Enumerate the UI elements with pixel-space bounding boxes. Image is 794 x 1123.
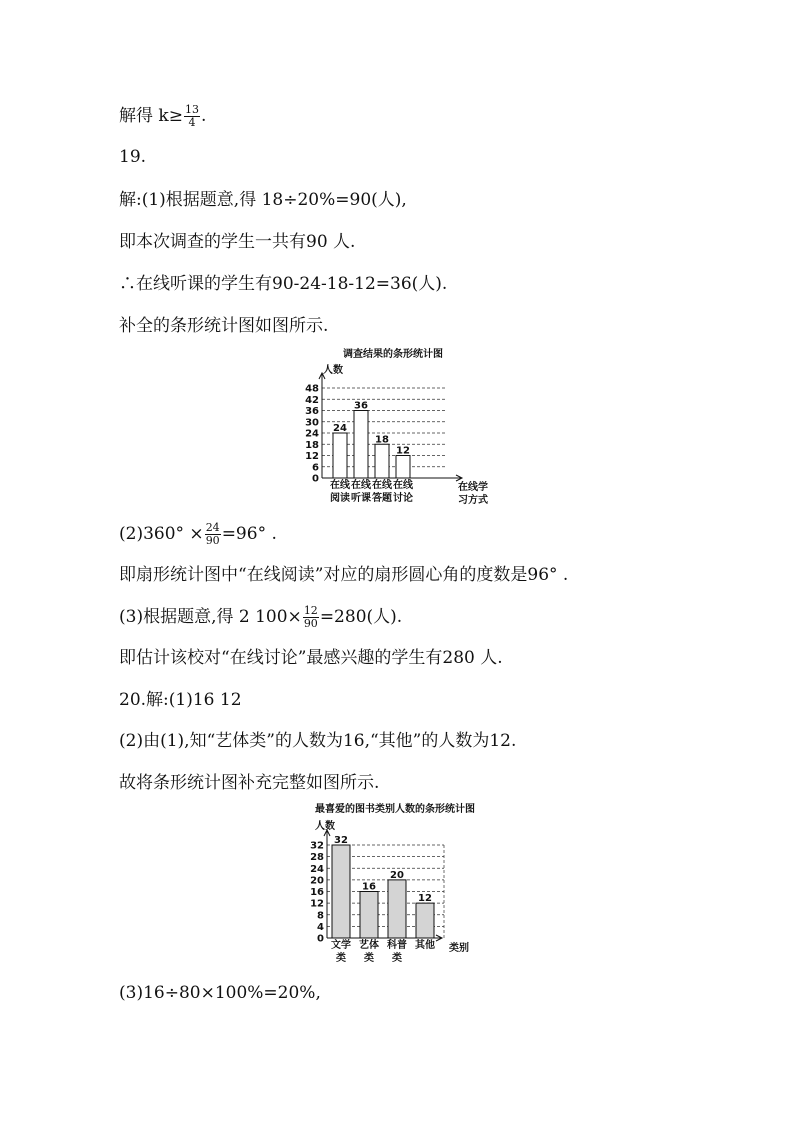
y-tick-label: 24	[310, 863, 324, 875]
fraction-24-90	[205, 522, 221, 547]
chart-title: 调查结果的条形统计图	[343, 349, 443, 360]
category-label: 答题	[372, 493, 392, 504]
category-label: 艺体	[359, 940, 379, 951]
bar	[375, 444, 389, 478]
problem-19-number: 19.	[119, 147, 147, 167]
category-label: 在线	[351, 480, 371, 491]
data-label: 36	[354, 400, 368, 412]
text-line-7	[119, 522, 277, 547]
fraction-denominator: 4	[188, 116, 196, 129]
bar	[332, 845, 350, 938]
category-label: 文学	[331, 940, 351, 951]
x-axis-label: 类别	[449, 943, 469, 954]
category-label: 类	[392, 953, 402, 964]
data-label: 12	[396, 445, 410, 457]
data-label: 24	[333, 423, 347, 434]
fraction-denominator: 90	[303, 617, 318, 630]
favorite-books-bar-chart	[295, 800, 510, 972]
y-tick-label: 24	[305, 428, 319, 440]
x-axis-label: 在线学	[458, 482, 488, 493]
fraction-numerator: 12	[303, 604, 318, 617]
y-tick-label: 0	[312, 473, 319, 485]
line-9-text: (3)根据题意,得 2 100×	[119, 607, 302, 627]
data-label: 32	[334, 835, 348, 846]
bar	[396, 456, 410, 479]
text-line-3: 解:(1)根据题意,得 18÷20%=90(人),	[119, 190, 407, 210]
line-1-text: 解得 k≥	[119, 106, 183, 126]
fraction-numerator: 24	[205, 521, 220, 534]
data-label: 18	[375, 434, 389, 446]
text-line-13: 故将条形统计图补充完整如图所示.	[119, 773, 380, 793]
y-tick-label: 6	[312, 462, 319, 474]
bar	[354, 411, 368, 479]
category-label: 阅读	[330, 493, 350, 504]
fraction-13-4	[184, 104, 200, 129]
y-axis-label: 人数	[323, 365, 343, 376]
text-line-9	[119, 605, 402, 630]
line-9-end: =280(人).	[319, 607, 403, 627]
y-tick-label: 20	[310, 875, 324, 887]
y-tick-label: 16	[310, 887, 324, 898]
category-label: 类	[336, 953, 346, 964]
text-line-1	[119, 104, 206, 129]
chart-title: 最喜爱的图书类别人数的条形统计图	[315, 804, 475, 815]
category-label: 听课	[351, 493, 371, 504]
y-tick-label: 12	[310, 898, 324, 910]
text-line-12: (2)由(1),知“艺体类”的人数为16,“其他”的人数为12.	[119, 731, 517, 751]
text-line-8: 即扇形统计图中“在线阅读”对应的扇形圆心角的度数是96° .	[119, 565, 569, 585]
data-label: 12	[418, 893, 432, 905]
category-label: 科普	[387, 940, 407, 951]
text-line-6: 补全的条形统计图如图所示.	[119, 316, 329, 336]
bar	[416, 903, 434, 938]
fraction-12-90	[303, 605, 319, 630]
data-label: 16	[362, 881, 376, 893]
line-1-end: .	[200, 106, 207, 126]
category-label: 在线	[372, 480, 392, 491]
y-tick-label: 12	[305, 451, 319, 462]
y-tick-label: 48	[305, 383, 319, 395]
y-tick-label: 30	[305, 417, 319, 429]
y-tick-label: 42	[305, 394, 319, 406]
category-label: 在线	[330, 480, 350, 491]
problem-20-answer: 20.解:(1)16 12	[119, 690, 242, 710]
line-7-end: =96° .	[221, 524, 277, 544]
text-line-14: (3)16÷80×100%=20%,	[119, 983, 321, 1003]
bar	[333, 433, 347, 478]
y-tick-label: 28	[310, 852, 324, 864]
text-line-5: ∴在线听课的学生有90-24-18-12=36(人).	[119, 274, 448, 294]
y-axis-label: 人数	[315, 821, 335, 832]
category-label: 其他	[415, 940, 435, 951]
y-tick-label: 4	[317, 921, 324, 933]
y-tick-label: 36	[305, 406, 319, 417]
category-label: 类	[364, 953, 374, 964]
y-tick-label: 32	[310, 840, 324, 852]
bar	[360, 892, 378, 939]
y-tick-label: 8	[317, 910, 324, 922]
bar	[388, 880, 406, 938]
data-label: 20	[390, 869, 404, 881]
category-label: 讨论	[393, 493, 413, 504]
y-tick-label: 18	[305, 439, 319, 451]
category-label: 在线	[393, 480, 413, 491]
text-line-4: 即本次调查的学生一共有90 人.	[119, 232, 356, 252]
x-axis-label: 习方式	[458, 495, 488, 506]
online-learning-bar-chart	[295, 345, 510, 515]
fraction-numerator: 13	[184, 103, 199, 116]
text-line-10: 即估计该校对“在线讨论”最感兴趣的学生有280 人.	[119, 648, 503, 668]
y-tick-label: 0	[317, 933, 324, 945]
fraction-denominator: 90	[205, 534, 220, 547]
line-7-text: (2)360° ×	[119, 524, 204, 544]
